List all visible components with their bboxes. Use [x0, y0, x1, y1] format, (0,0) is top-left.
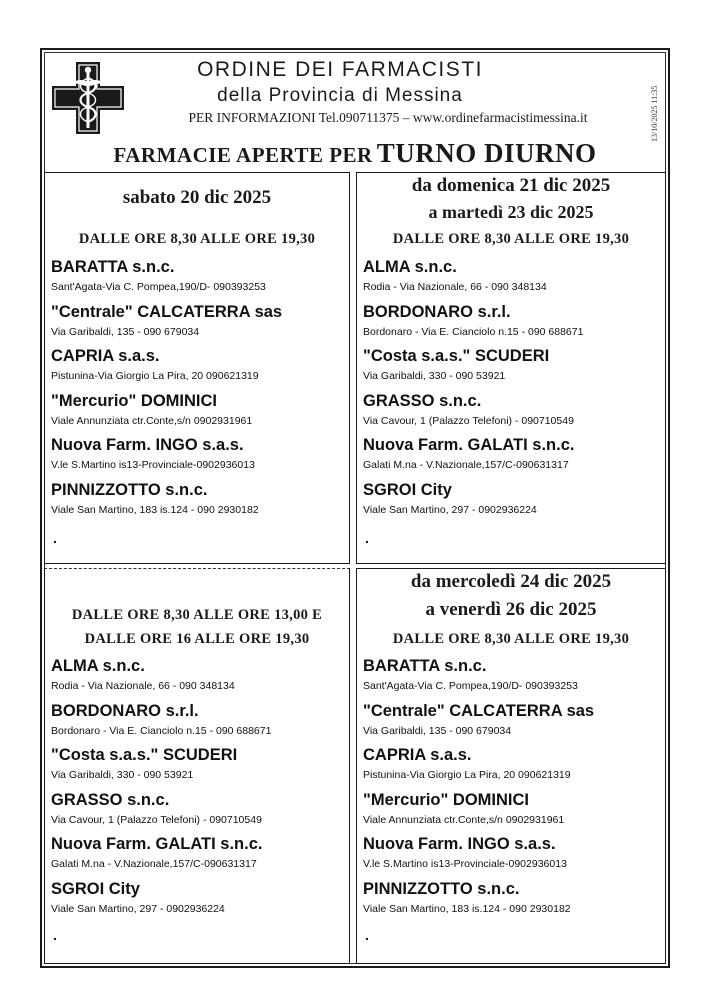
pharmacy-entry [363, 345, 661, 390]
pharmacy-entry [51, 700, 345, 745]
pharmacy-address: Via Garibaldi, 330 - 090 53921 [51, 769, 194, 781]
pharmacy-address: Via Garibaldi, 135 - 090 679034 [363, 724, 512, 737]
pharmacy-name: CAPRIA s.a.s. [51, 347, 160, 365]
panel-domenica-martedi [356, 172, 666, 564]
end-marker: . [53, 530, 57, 546]
header-contact-info: PER INFORMAZIONI Tel.090711375 – www.ordinefarmacistimessina.it [188, 110, 588, 125]
panel-date-line: da domenica 21 dic 2025 [411, 175, 611, 196]
pharmacy-name: "Centrale" CALCATERRA sas [363, 701, 595, 720]
end-marker: . [365, 530, 369, 546]
caduceus-cross-logo [50, 60, 126, 136]
pharmacy-entry [363, 256, 661, 301]
pharmacy-list [51, 256, 345, 523]
pharmacy-address: Viale San Martino, 183 is.124 - 090 2930182 [363, 902, 571, 915]
pharmacy-name: GRASSO s.n.c. [363, 391, 482, 410]
end-marker: . [365, 927, 369, 943]
pharmacy-entry [363, 744, 661, 789]
panel-date-line-2: a martedì 23 dic 2025 [428, 202, 594, 222]
panel-hours-line: DALLE ORE 8,30 ALLE ORE 19,30 [392, 631, 630, 647]
pharmacy-address: Viale Annunziata ctr.Conte,s/n 0902931961 [363, 813, 565, 826]
pharmacy-entry [51, 345, 345, 390]
pharmacy-name: Nuova Farm. GALATI s.n.c. [51, 835, 263, 853]
pharmacy-entry [51, 479, 345, 524]
pharmacy-entry [363, 434, 661, 479]
pharmacy-address: Sant'Agata-Via C. Pompea,190/D- 090393253 [363, 680, 578, 692]
pharmacy-entry [51, 434, 345, 479]
panel-sabato [44, 172, 350, 564]
pharmacy-name: Nuova Farm. GALATI s.n.c. [363, 436, 575, 454]
pharmacy-entry [51, 878, 345, 923]
pharmacy-name: Nuova Farm. INGO s.a.s. [363, 835, 556, 853]
pharmacy-address: Via Cavour, 1 (Palazzo Telefoni) - 090710549 [51, 813, 262, 826]
pharmacy-entry [363, 479, 661, 524]
pharmacy-entry [363, 390, 661, 435]
pharmacy-address: Via Garibaldi, 135 - 090 679034 [51, 325, 200, 338]
pharmacy-name: BARATTA s.n.c. [51, 258, 175, 276]
pharmacy-entry [51, 833, 345, 878]
pharmacy-entry [363, 700, 661, 745]
pharmacy-name: ALMA s.n.c. [363, 258, 457, 276]
pharmacy-entry [51, 256, 345, 301]
pharmacy-entry [51, 655, 345, 700]
pharmacy-address: Pistunina-Via Giorgio La Pira, 20 090621319 [363, 769, 571, 781]
pharmacy-name: GRASSO s.n.c. [51, 790, 170, 809]
pharmacy-name: "Costa s.a.s." SCUDERI [51, 746, 238, 764]
shift-banner [48, 138, 662, 169]
pharmacy-entry [51, 789, 345, 834]
pharmacy-address: Pistunina-Via Giorgio La Pira, 20 090621319 [51, 370, 259, 382]
banner-prefix: FARMACIE APERTE PER [113, 143, 373, 167]
pharmacy-address: Viale Annunziata ctr.Conte,s/n 0902931961 [51, 414, 253, 427]
pharmacy-address: V.le S.Martino is13-Provinciale-0902936013 [363, 858, 567, 870]
pharmacy-address: Galati M.na - V.Nazionale,157/C-090631317 [363, 459, 569, 471]
pharmacy-address: Viale San Martino, 297 - 0902936224 [51, 902, 225, 915]
pharmacy-entry [363, 789, 661, 834]
pharmacy-name: PINNIZZOTTO s.n.c. [51, 480, 208, 499]
pharmacy-name: CAPRIA s.a.s. [363, 746, 472, 764]
pharmacy-address: Viale San Martino, 297 - 0902936224 [363, 503, 537, 516]
end-marker: . [53, 927, 57, 943]
pharmacy-address: Bordonaro - Via E. Cianciolo n.15 - 090 688671 [363, 325, 584, 338]
panel-hours-line: DALLE ORE 8,30 ALLE ORE 19,30 [78, 231, 316, 247]
pharmacy-address: Rodia - Via Nazionale, 66 - 090 348134 [51, 680, 235, 692]
pharmacy-entry [51, 390, 345, 435]
pharmacy-address: Rodia - Via Nazionale, 66 - 090 348134 [363, 281, 547, 293]
pharmacy-address: Galati M.na - V.Nazionale,157/C-090631317 [51, 858, 257, 870]
pharmacy-address: Sant'Agata-Via C. Pompea,190/D- 090393253 [51, 281, 266, 293]
pharmacy-name: "Centrale" CALCATERRA sas [51, 302, 283, 321]
panel-split-hours [44, 568, 350, 964]
panel-date-line: sabato 20 dic 2025 [122, 187, 272, 208]
pharmacy-list [51, 655, 345, 922]
pharmacy-name: "Mercurio" DOMINICI [51, 391, 217, 410]
pharmacy-list [363, 256, 661, 523]
print-timestamp: 13/10/2025 11:35 [650, 85, 659, 142]
pharmacy-name: "Costa s.a.s." SCUDERI [363, 347, 550, 365]
pharmacy-name: SGROI City [51, 879, 140, 898]
header-title: ORDINE DEI FARMACISTI [197, 58, 483, 81]
pharmacy-name: SGROI City [363, 480, 452, 499]
pharmacy-entry [363, 833, 661, 878]
pharmacy-list [363, 655, 661, 922]
pharmacy-entry [363, 655, 661, 700]
panel-hours-line-2: DALLE ORE 16 ALLE ORE 19,30 [84, 631, 310, 647]
pharmacy-address: V.le S.Martino is13-Provinciale-0902936013 [51, 459, 255, 471]
panel-date-line: da mercoledì 24 dic 2025 [410, 571, 612, 592]
banner-shift-type: TURNO DIURNO [376, 138, 597, 168]
pharmacy-name: PINNIZZOTTO s.n.c. [363, 879, 520, 898]
pharmacy-name: BARATTA s.n.c. [363, 657, 487, 675]
pharmacy-entry [363, 301, 661, 346]
pharmacy-name: BORDONARO s.r.l. [51, 701, 199, 720]
pharmacy-address: Via Garibaldi, 330 - 090 53921 [363, 370, 506, 382]
pharmacy-entry [363, 878, 661, 923]
panel-mercoledi-venerdi [356, 568, 666, 964]
header-subtitle: della Provincia di Messina [217, 85, 463, 106]
panel-date-line-2: a venerdì 26 dic 2025 [425, 599, 597, 620]
pharmacy-name: ALMA s.n.c. [51, 657, 145, 675]
pharmacy-name: "Mercurio" DOMINICI [363, 790, 529, 809]
pharmacy-address: Viale San Martino, 183 is.124 - 090 2930182 [51, 503, 259, 516]
pharmacy-entry [51, 744, 345, 789]
panel-hours-line: DALLE ORE 8,30 ALLE ORE 19,30 [392, 231, 630, 247]
pharmacy-address: Bordonaro - Via E. Cianciolo n.15 - 090 688671 [51, 724, 272, 737]
panel-hours-line: DALLE ORE 8,30 ALLE ORE 13,00 E [71, 607, 323, 623]
pharmacy-entry [51, 301, 345, 346]
pharmacy-name: BORDONARO s.r.l. [363, 302, 511, 321]
pharmacy-name: Nuova Farm. INGO s.a.s. [51, 436, 244, 454]
pharmacy-address: Via Cavour, 1 (Palazzo Telefoni) - 090710549 [363, 414, 574, 427]
